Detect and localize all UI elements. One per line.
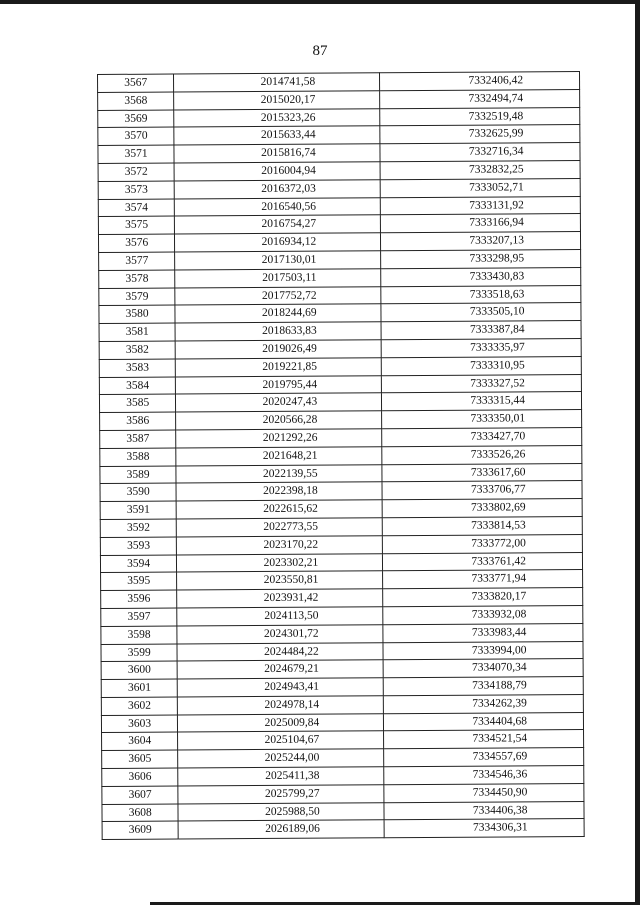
point-number-cell: 3576 — [98, 234, 174, 252]
y-coordinate-cell: 7332625,99 — [380, 125, 580, 144]
y-coordinate-cell: 7333166,94 — [381, 214, 581, 233]
x-coordinate-cell: 2024978,14 — [178, 696, 384, 715]
x-coordinate-cell: 2025244,00 — [178, 749, 384, 768]
point-number-cell: 3590 — [100, 483, 176, 501]
x-coordinate-cell: 2022139,55 — [176, 464, 382, 483]
point-number-cell: 3578 — [99, 270, 175, 288]
point-number-cell: 3588 — [100, 448, 176, 466]
table-row — [99, 303, 581, 324]
x-coordinate-cell: 2016372,03 — [175, 180, 381, 199]
point-number-cell: 3594 — [100, 555, 176, 573]
point-number-cell: 3607 — [102, 786, 178, 804]
y-coordinate-cell: 7334188,79 — [383, 677, 583, 696]
x-coordinate-cell: 2021648,21 — [176, 447, 382, 466]
page-number: 87 — [312, 43, 328, 59]
table-row — [98, 232, 580, 253]
point-number-cell: 3583 — [99, 359, 175, 377]
point-number-cell: 3595 — [101, 572, 177, 590]
table-row — [102, 783, 584, 804]
table-row — [100, 552, 582, 573]
table-row — [101, 659, 583, 680]
table-row — [99, 267, 581, 288]
x-coordinate-cell: 2024301,72 — [177, 624, 383, 643]
x-coordinate-cell: 2022773,55 — [177, 518, 383, 537]
table-row — [101, 712, 583, 733]
table-row — [98, 196, 580, 217]
table-row — [99, 392, 581, 413]
table-row — [99, 321, 581, 342]
point-number-cell: 3579 — [99, 288, 175, 306]
table-row — [98, 107, 580, 128]
table-row — [100, 481, 582, 502]
x-coordinate-cell: 2025411,38 — [178, 767, 384, 786]
y-coordinate-cell: 7333298,95 — [381, 250, 581, 269]
y-coordinate-cell: 7333315,44 — [382, 392, 582, 411]
table-row — [101, 570, 583, 591]
x-coordinate-cell: 2023931,42 — [177, 589, 383, 608]
x-coordinate-cell: 2018244,69 — [175, 304, 381, 323]
table-row — [99, 356, 581, 377]
y-coordinate-cell: 7334450,90 — [384, 783, 584, 802]
y-coordinate-cell: 7332716,34 — [380, 143, 580, 162]
y-coordinate-cell: 7333814,53 — [382, 516, 582, 535]
x-coordinate-cell: 2016934,12 — [175, 233, 381, 252]
point-number-cell: 3606 — [102, 768, 178, 786]
y-coordinate-cell: 7333207,13 — [381, 232, 581, 251]
point-number-cell: 3571 — [98, 145, 174, 163]
x-coordinate-cell: 2016754,27 — [175, 215, 381, 234]
y-coordinate-cell: 7333802,69 — [382, 499, 582, 518]
point-number-cell: 3582 — [99, 341, 175, 359]
x-coordinate-cell: 2016004,94 — [174, 162, 380, 181]
point-number-cell: 3585 — [99, 394, 175, 412]
y-coordinate-cell: 7334070,34 — [383, 659, 583, 678]
point-number-cell: 3597 — [101, 608, 177, 626]
x-coordinate-cell: 2015816,74 — [174, 144, 380, 163]
table-row — [100, 516, 582, 537]
table-row — [101, 588, 583, 609]
table-row — [101, 623, 583, 644]
table-row — [102, 766, 584, 787]
x-coordinate-cell: 2025988,50 — [178, 802, 384, 821]
y-coordinate-cell: 7334557,69 — [384, 748, 584, 767]
x-coordinate-cell: 2018633,83 — [175, 322, 381, 341]
table-row — [101, 694, 583, 715]
table-row — [101, 677, 583, 698]
point-number-cell: 3574 — [98, 199, 174, 217]
x-coordinate-cell: 2023302,21 — [177, 553, 383, 572]
y-coordinate-cell: 7334404,68 — [384, 712, 584, 731]
coordinates-table-body — [98, 72, 585, 840]
table-row — [98, 72, 580, 93]
point-number-cell: 3589 — [100, 466, 176, 484]
y-coordinate-cell: 7333772,00 — [383, 534, 583, 553]
point-number-cell: 3591 — [100, 501, 176, 519]
x-coordinate-cell: 2025009,84 — [178, 713, 384, 732]
table-row — [100, 534, 582, 555]
x-coordinate-cell: 2019026,49 — [175, 340, 381, 359]
y-coordinate-cell: 7334406,38 — [384, 801, 584, 820]
point-number-cell: 3598 — [101, 626, 177, 644]
y-coordinate-cell: 7333387,84 — [381, 321, 581, 340]
x-coordinate-cell: 2017503,11 — [175, 269, 381, 288]
y-coordinate-cell: 7333932,08 — [383, 605, 583, 624]
table-row — [98, 143, 580, 164]
table-row — [100, 463, 582, 484]
scan-border-top — [0, 0, 640, 4]
point-number-cell: 3609 — [102, 821, 178, 839]
table-row — [100, 427, 582, 448]
x-coordinate-cell: 2017752,72 — [175, 286, 381, 305]
y-coordinate-cell: 7333771,94 — [383, 570, 583, 589]
point-number-cell: 3599 — [101, 644, 177, 662]
y-coordinate-cell: 7333617,60 — [382, 463, 582, 482]
x-coordinate-cell: 2024943,41 — [178, 678, 384, 697]
table-row — [99, 250, 581, 271]
x-coordinate-cell: 2015020,17 — [174, 91, 380, 110]
y-coordinate-cell: 7333430,83 — [381, 267, 581, 286]
y-coordinate-cell: 7334306,31 — [384, 819, 584, 838]
table-row — [102, 748, 584, 769]
y-coordinate-cell: 7333820,17 — [383, 588, 583, 607]
point-number-cell: 3584 — [99, 377, 175, 395]
y-coordinate-cell: 7333350,01 — [382, 410, 582, 429]
table-row — [98, 214, 580, 235]
point-number-cell: 3568 — [98, 92, 174, 110]
x-coordinate-cell: 2019795,44 — [176, 375, 382, 394]
point-number-cell: 3577 — [99, 252, 175, 270]
x-coordinate-cell: 2014741,58 — [174, 73, 380, 92]
table-row — [102, 801, 584, 822]
y-coordinate-cell: 7332494,74 — [380, 89, 580, 108]
x-coordinate-cell: 2022615,62 — [176, 500, 382, 519]
table-row — [101, 641, 583, 662]
table-row — [100, 410, 582, 431]
x-coordinate-cell: 2024113,50 — [177, 607, 383, 626]
point-number-cell: 3587 — [100, 430, 176, 448]
table-row — [98, 178, 580, 199]
x-coordinate-cell: 2016540,56 — [175, 197, 381, 216]
table-row — [102, 819, 584, 840]
point-number-cell: 3575 — [98, 216, 174, 234]
y-coordinate-cell: 7333706,77 — [382, 481, 582, 500]
table-row — [102, 730, 584, 751]
point-number-cell: 3601 — [101, 679, 177, 697]
x-coordinate-cell: 2015323,26 — [174, 108, 380, 127]
y-coordinate-cell: 7334262,39 — [384, 694, 584, 713]
point-number-cell: 3604 — [102, 733, 178, 751]
point-number-cell: 3603 — [101, 715, 177, 733]
point-number-cell: 3569 — [98, 110, 174, 128]
x-coordinate-cell: 2022398,18 — [176, 482, 382, 501]
point-number-cell: 3570 — [98, 127, 174, 145]
y-coordinate-cell: 7334521,54 — [384, 730, 584, 749]
x-coordinate-cell: 2025799,27 — [178, 785, 384, 804]
y-coordinate-cell: 7332832,25 — [380, 161, 580, 180]
y-coordinate-cell: 7333994,00 — [383, 641, 583, 660]
scan-border-right — [635, 0, 640, 905]
x-coordinate-cell: 2020566,28 — [176, 411, 382, 430]
x-coordinate-cell: 2015633,44 — [174, 126, 380, 145]
point-number-cell: 3572 — [98, 163, 174, 181]
point-number-cell: 3586 — [100, 412, 176, 430]
x-coordinate-cell: 2025104,67 — [178, 731, 384, 750]
x-coordinate-cell: 2020247,43 — [176, 393, 382, 412]
y-coordinate-cell: 7333526,26 — [382, 445, 582, 464]
table-row — [99, 285, 581, 306]
y-coordinate-cell: 7333327,52 — [382, 374, 582, 393]
y-coordinate-cell: 7333983,44 — [383, 623, 583, 642]
table-row — [100, 499, 582, 520]
y-coordinate-cell: 7333518,63 — [381, 285, 581, 304]
y-coordinate-cell: 7333310,95 — [381, 356, 581, 375]
point-number-cell: 3567 — [98, 74, 174, 92]
x-coordinate-cell: 2023550,81 — [177, 571, 383, 590]
table-row — [99, 339, 581, 360]
point-number-cell: 3573 — [98, 181, 174, 199]
x-coordinate-cell: 2026189,06 — [178, 820, 384, 839]
x-coordinate-cell: 2023170,22 — [177, 535, 383, 554]
y-coordinate-cell: 7333427,70 — [382, 427, 582, 446]
x-coordinate-cell: 2024679,21 — [177, 660, 383, 679]
point-number-cell: 3592 — [100, 519, 176, 537]
point-number-cell: 3605 — [102, 750, 178, 768]
y-coordinate-cell: 7333335,97 — [381, 339, 581, 358]
table-row — [98, 89, 580, 110]
x-coordinate-cell: 2021292,26 — [176, 429, 382, 448]
x-coordinate-cell: 2017130,01 — [175, 251, 381, 270]
table-row — [100, 445, 582, 466]
y-coordinate-cell: 7332519,48 — [380, 107, 580, 126]
y-coordinate-cell: 7334546,36 — [384, 766, 584, 785]
point-number-cell: 3580 — [99, 305, 175, 323]
table-row — [99, 374, 581, 395]
point-number-cell: 3600 — [101, 661, 177, 679]
point-number-cell: 3596 — [101, 590, 177, 608]
point-number-cell: 3593 — [100, 537, 176, 555]
y-coordinate-cell: 7333761,42 — [383, 552, 583, 571]
coordinates-table — [97, 71, 585, 840]
table-row — [98, 125, 580, 146]
y-coordinate-cell: 7333052,71 — [380, 178, 580, 197]
y-coordinate-cell: 7333505,10 — [381, 303, 581, 322]
x-coordinate-cell: 2019221,85 — [176, 358, 382, 377]
table-row — [98, 161, 580, 182]
point-number-cell: 3608 — [102, 804, 178, 822]
y-coordinate-cell: 7333131,92 — [380, 196, 580, 215]
table-row — [101, 605, 583, 626]
point-number-cell: 3602 — [101, 697, 177, 715]
y-coordinate-cell: 7332406,42 — [380, 72, 580, 91]
point-number-cell: 3581 — [99, 323, 175, 341]
x-coordinate-cell: 2024484,22 — [177, 642, 383, 661]
